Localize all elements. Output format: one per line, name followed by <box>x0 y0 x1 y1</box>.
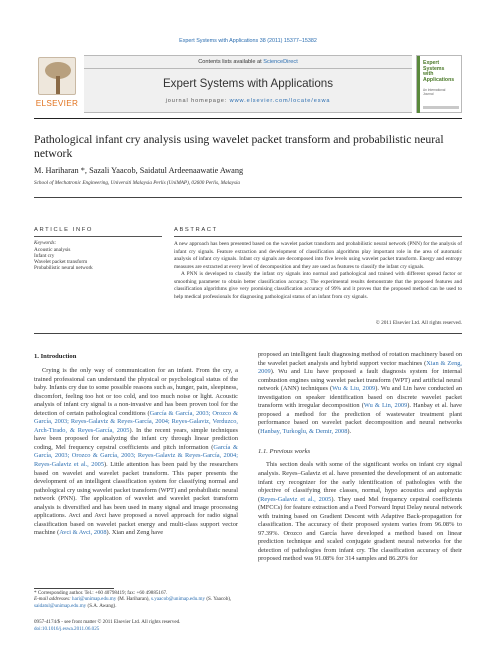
publisher-name: ELSEVIER <box>35 99 79 108</box>
text-run: ). Xian and Zeng have <box>106 529 164 537</box>
citation-link[interactable]: Hanbay, Turkoglu, & Demir, 2008 <box>260 427 348 435</box>
doi-link[interactable]: doi:10.1016/j.eswa.2011.06.025 <box>34 626 100 632</box>
keyword: Wavelet packet transform <box>34 259 88 266</box>
abstract-rule <box>174 236 462 237</box>
email-link[interactable]: hari@unimap.edu.my <box>72 596 117 603</box>
article-info-heading: ARTICLE INFO <box>34 227 94 233</box>
footnote <box>34 590 238 609</box>
citation-link[interactable]: Wu & Liu, 2009 <box>332 385 376 393</box>
homepage-prefix: journal homepage: <box>165 98 230 104</box>
journal-cover-thumbnail[interactable] <box>416 55 462 113</box>
paragraph <box>34 367 238 538</box>
text-run: ). Little attention has been paid by the researchers based on wavelet and wavelet packet transform. This paper presents the development of an intelligent classification system for classifying normal and pathological cry using wavelet packet transform (WPT) and probabilistic neural network (PNN). The application of wavelet and wavelet packet transform analysis is diversified and has been used in many signal and image processing applications. Avci and Avci have proposed a novel approach for radio signal classification based on wavelet packet energy and multi-class support vector machine ( <box>34 461 238 537</box>
abstract-paragraph: A new approach has been presented based on the wavelet packet transform and probabilistic neural network (PNN) for the analysis of infant cry signals. Feature extraction and development of classification algorithms play important role in the area of automatic analysis of infant cry signals. Infant cry signals are decomposed into five levels using wavelet packet transform. Energy and entropy measures are extracted at every level of decomposition and they are used as features to classify the infant cry signals. <box>174 241 462 270</box>
keyword: Infant cry <box>34 253 55 260</box>
keywords-list <box>34 247 162 271</box>
email-link[interactable]: s.yaacob@unimap.edu.my <box>150 596 206 603</box>
contents-prefix: Contents lists available at <box>198 59 264 65</box>
sciencedirect-link[interactable]: ScienceDirect <box>263 59 298 65</box>
elsevier-tree-icon <box>38 57 76 95</box>
text-run: This section deals with some of the significant works on infant cry signal analysis. Reyes–Galaviz et al. have presented the development of an automatic infant cry recognizer for the early identification of pathologies with the objective of classifying three classes, normal, hypo acoustics and asphyxia ( <box>258 461 462 503</box>
text-run: Crying is the only way of communication for an infant. From the cry, a trained professional can understand the physical or psychological status of the baby. Infants cry due to some possible reasons such as, hunger, pain, sleepiness, discomfort, feeling too hot or too cold, and too much noise or light. Acoustic analysis of infant cry signal is a non-invasive and has been proven tool for the detection of certain pathological conditions ( <box>34 367 238 417</box>
keywords-label: Keywords: <box>34 240 57 246</box>
citation-link[interactable]: Wu & Lin, 2009 <box>363 402 408 410</box>
text-run: ). Wu and Lin have conducted an investigation on speaker identification based on discrete wavelet packet transform with irregular decomposition ( <box>258 385 462 410</box>
paragraph <box>258 461 462 564</box>
left-column <box>34 353 238 538</box>
article-affiliation: School of Mechatronic Engineering, Universiti Malaysia Perlis (UniMAP), 02600 Perlis, Malaysia <box>34 180 240 186</box>
text-run: ). Hanbay et al. have proposed a method for the prediction of wastewater treatment plant performance based on wavelet packet decomposition and neural networks ( <box>258 402 462 435</box>
masthead-divider <box>34 118 462 119</box>
right-column <box>258 351 462 564</box>
abstract-body <box>174 241 462 301</box>
cover-title: Expert Systems with Applications <box>423 60 455 83</box>
text-run: ). Wu and Liu have proposed a fault diagnosis system for internal combustion engines using wavelet packet transform (WPT) and artificial neural network (ANN) techniques ( <box>258 368 462 393</box>
journal-title: Expert Systems with Applications <box>162 77 334 90</box>
previous-works-body <box>258 461 462 564</box>
email-owner: (S. Yaacob), <box>205 596 232 603</box>
journal-homepage <box>84 98 412 104</box>
email-owner: (M. Hariharan), <box>116 596 151 603</box>
contents-line <box>84 59 412 65</box>
abstract-copyright: © 2011 Elsevier Ltd. All rights reserved. <box>375 320 462 326</box>
text-run: proposed an intelligent fault diagnosing method of rotation machinery based on the wavelet packet analysis and hybrid support vector machines ( <box>258 351 462 367</box>
citation-link[interactable]: García & García, 2003; Orozco & García, 2003; Reyes-Galaviz & Reyes-García, 2004; Reyes-Galaviz, Verduzco, Arch-Tirado, & Reyes-García, 2005 <box>34 409 238 434</box>
homepage-link[interactable]: www.elsevier.com/locate/eswa <box>229 98 331 104</box>
text-run: ). They used Mel frequency cepstral coefficients (MFCCs) for feature extraction and a Feed Forward Input Delay neural network with training based on Gradient Descent with Adaptive Back-propagation for classification. The accuracy of their proposed system varies from 96.08% to 97.39%. Orozco and García have developed a method based on linear prediction technique and scaled conjugate gradient neural networks for the detection of pathologies from infant cry. The classification accuracy of their proposed method was 91.08% for 314 samples and 86.20% for <box>258 495 462 563</box>
introduction-body <box>34 367 238 538</box>
abstract-paragraph: A PNN is developed to classify the infant cry signals into normal and pathological and trained with different spread factor or smoothing parameter to obtain better classification accuracy. The experimental results demonstrate that the proposed features and classification algorithms give very promising classification accuracy of 99% and it proves that the proposed method can be used to help medical professionals for diagnosing pathological status of an infant from cry signals. <box>174 271 462 300</box>
journal-masthead <box>34 55 462 113</box>
email-link[interactable]: saidatul@unimap.edu.my <box>34 602 87 609</box>
email-label: E-mail addresses: <box>34 596 73 603</box>
citation-link[interactable]: Reyes-Galaviz et al., 2005 <box>260 495 332 503</box>
introduction-continued <box>258 351 462 436</box>
text-run: ). In the recent years, simple techniques have been proposed for analyzing the infant cry through linear prediction coding, Mel frequency cepstral coefficients and pitch information ( <box>34 426 238 451</box>
journal-banner <box>84 55 412 113</box>
text-run: ). <box>347 427 352 435</box>
citation-link[interactable]: Avci & Avci, 2008 <box>59 529 107 537</box>
paragraph <box>258 351 462 436</box>
article-authors: M. Hariharan *, Sazali Yaacob, Saidatul Ardeenaawatie Awang <box>34 166 244 175</box>
journal-reference[interactable]: Expert Systems with Applications 38 (2011) 15377–15382 <box>179 38 317 44</box>
email-owner: (S.A. Awang). <box>86 602 117 609</box>
issn-line: 0957-4174/$ - see front matter © 2011 Elsevier Ltd. All rights reserved. <box>34 619 181 625</box>
keyword: Probabilistic neural network <box>34 265 93 272</box>
article-info-rule <box>34 236 162 237</box>
email-addresses <box>34 596 238 609</box>
elsevier-logo[interactable] <box>34 55 80 113</box>
footnote-rule <box>34 588 114 589</box>
abstract-divider <box>34 333 462 334</box>
article-title: Pathological infant cry analysis using wavelet packet transform and probabilistic neural network <box>34 133 444 160</box>
section-heading-introduction: 1. Introduction <box>34 353 77 360</box>
abstract-heading: ABSTRACT <box>174 227 218 233</box>
cover-subtitle: An International Journal <box>423 88 446 96</box>
corresponding-author-note: * Corresponding author. Tel.: +60 40798419; fax: +60 49885167. <box>34 590 168 596</box>
section-heading-previous-works: 1.1. Previous works <box>258 448 311 456</box>
citation-link[interactable]: Xian & Zeng, 2009 <box>258 359 462 376</box>
citation-link[interactable]: García & García, 2003; Orozco & García, 2003; Reyes-Galaviz & Reyes-García, 2004; Reyes-Galaviz et al., 2005 <box>34 443 238 469</box>
keyword: Acoustic analysis <box>34 247 71 253</box>
title-divider <box>34 197 462 198</box>
